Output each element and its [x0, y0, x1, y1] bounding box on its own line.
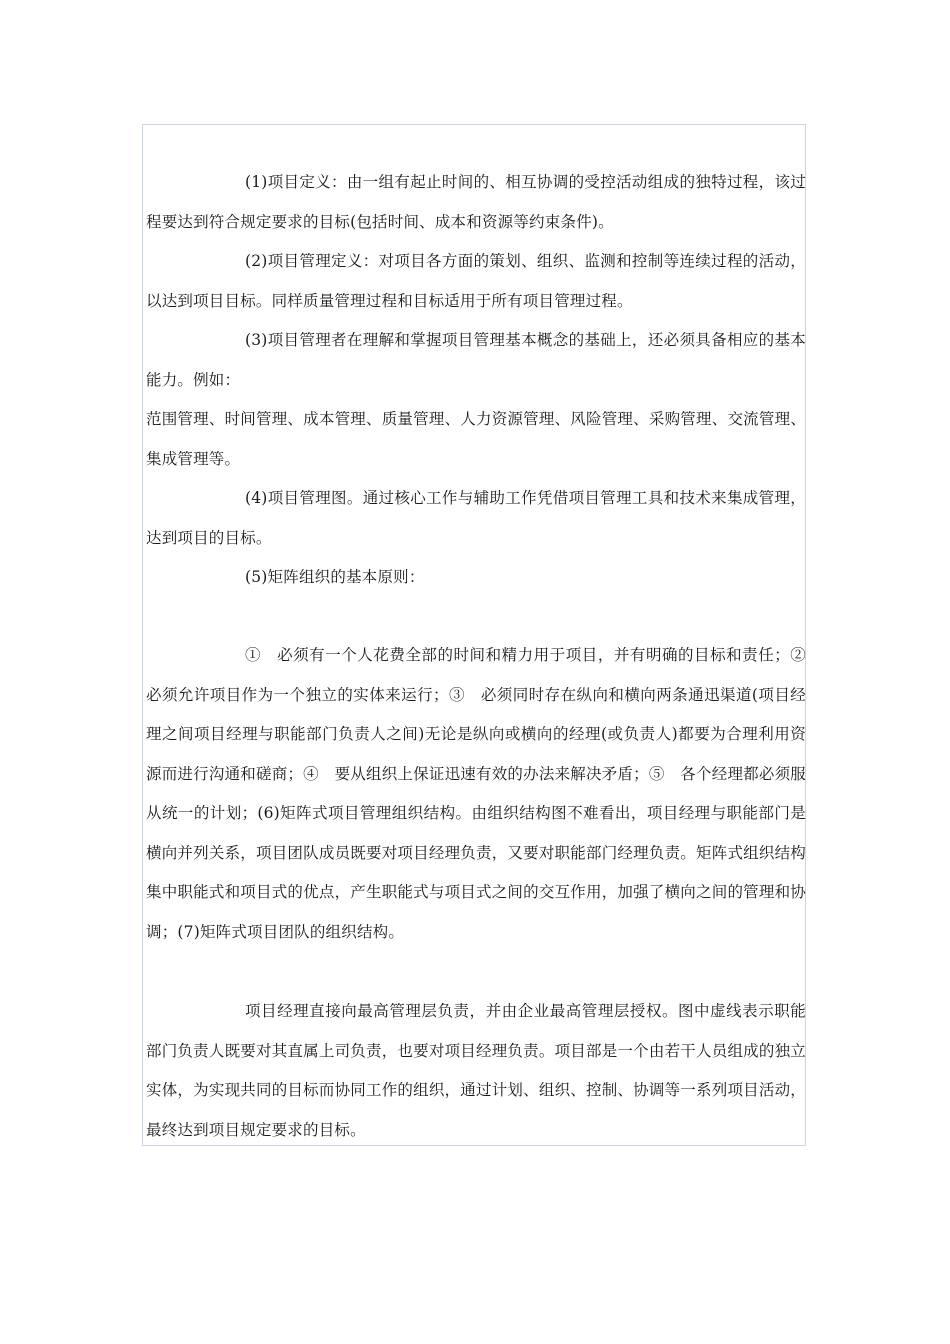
paragraph-project-manager-reporting: 项目经理直接向最高管理层负责，并由企业最高管理层授权。图中虚线表示职能部门负责人既要对其直属上司负责，也要对项目经理负责。项目部是一个由若干人员组成的独立实体，为实现共同的目标而协同工作的组织，通过计划、组织、控制、协调等一系列项目活动，最终达到项目规定要求的目标。 [146, 1002, 806, 1139]
document-content-box [142, 124, 822, 1146]
paragraph-project-definition: (1)项目定义：由一组有起止时间的、相互协调的受控活动组成的独特过程，该过程要达到符合规定要求的目标(包括时间、成本和资源等约束条件)。 [146, 173, 806, 231]
paragraph-management-areas: 范围管理、时间管理、成本管理、质量管理、人力资源管理、风险管理、采购管理、交流管理、集成管理等。 [146, 410, 806, 468]
paragraph-project-management-definition: (2)项目管理定义：对项目各方面的策划、组织、监测和控制等连续过程的活动，以达到项目目标。同样质量管理过程和目标适用于所有项目管理过程。 [146, 252, 806, 310]
paragraph-manager-abilities: (3)项目管理者在理解和掌握项目管理基本概念的基础上，还必须具备相应的基本能力。例如： [146, 331, 806, 389]
paragraph-matrix-principles-heading: (5)矩阵组织的基本原则： [245, 568, 425, 586]
paragraph-matrix-principles-list: ① 必须有一个人花费全部的时间和精力用于项目，并有明确的目标和责任；② 必须允许项目作为一个独立的实体来运行；③ 必须同时存在纵向和横向两条通迅渠道(项目经理之间项目经理与职能部门负责人之间)无论是纵向或横向的经理(或负责人)都要为合理利用资源而进行沟通和磋商；④ 要从组织上保证迅速有效的办法来解决矛盾；⑤ 各个经理都必须服从统一的计划；(6)矩阵式项目管理组织结构。由组织结构图不难看出，项目经理与职能部门是横向并列关系，项目团队成员既要对项目经理负责，又要对职能部门经理负责。矩阵式组织结构集中职能式和项目式的优点，产生职能式与项目式之间的交互作用，加强了横向之间的管理和协调；(7)矩阵式项目团队的组织结构。 [146, 646, 822, 941]
paragraph-project-management-diagram: (4)项目管理图。通过核心工作与辅助工作凭借项目管理工具和技术来集成管理，达到项目的目标。 [146, 489, 806, 547]
